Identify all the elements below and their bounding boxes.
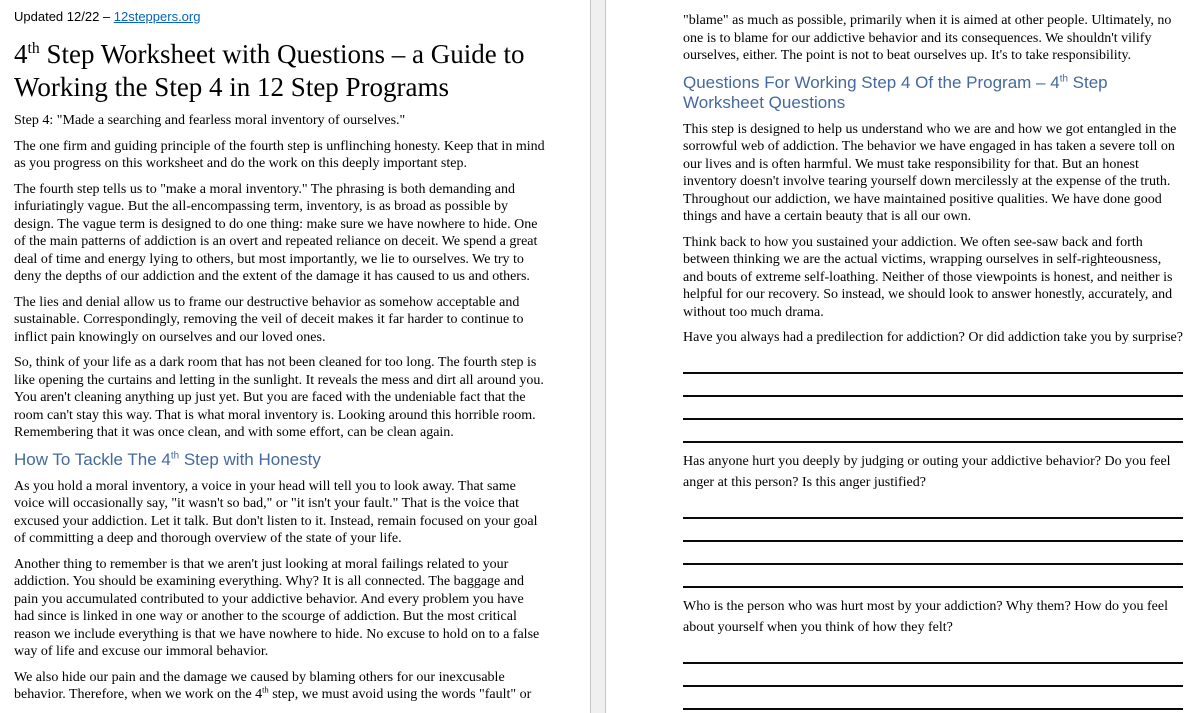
title-superscript: th [27, 40, 40, 57]
heading-part-post: Step with Honesty [179, 449, 321, 469]
paragraph: Another thing to remember is that we aren't just looking at moral failings related to your addiction. You should be examining everything. Why? It is all connected. The baggage and pain you accumulated contributed to your addictive behavior. And every problem you have had since is linked in one way or another to the scourge of addiction. But the most critical reason we include everything is that we have nowhere to hide. No excuse to hold on to a false way of life and excuse our immoral behavior. [14, 556, 540, 659]
paragraph: This step is designed to help us understand who we are and how we got entangled in the sorrowful web of addiction. The behavior we have engaged in has taken a severe toll on our lives and is often harmful. We must take responsibility for that. But an honest inventory doesn't involve tearing yourself down mercilessly at the expense of the truth. Throughout our addiction, we have maintained positive qualities. We have done good things and have a certain beauty that is all our own. [683, 121, 1177, 224]
title-part-post: Step Worksheet with Questions – a Guide to Working the Step 4 in 12 Step Programs [14, 39, 525, 102]
answer-line[interactable] [683, 397, 1183, 420]
section-heading-questions [683, 73, 1183, 113]
worksheet-question: Has anyone hurt you deeply by judging or outing your addictive behavior? Do you feel anger at this person? Is this anger justified? [683, 454, 1171, 490]
heading-part-post: Step Worksheet Questions [683, 72, 1108, 112]
document-page-right [606, 0, 1198, 713]
paragraph: So, think of your life as a dark room that has not been cleaned for too long. The fourth step is like opening the curtains and letting in the sunlight. It reveals the mess and dirt all around you. You aren't cleaning anything up just yet. But you are faced with the undeniable fact that the room can't stay this way. That is what moral inventory is. Looking around this horrible room. Remembering that it was once clean, and with some effort, can be clean again. [14, 355, 544, 440]
answer-line[interactable] [683, 542, 1183, 565]
answer-lines-group [683, 641, 1183, 713]
paragraph-continuation: "blame" as much as possible, primarily when it is aimed at other people. Ultimately, no one is to blame for our addictive behavior and its consequences. We shouldn't vilify ourselves, either. The point is not to beat ourselves up. It's to take responsibility. [683, 13, 1172, 63]
answer-line[interactable] [683, 420, 1183, 443]
paragraph-closing [14, 669, 546, 704]
site-link[interactable]: 12steppers.org [113, 9, 201, 24]
answer-lines-group [683, 496, 1183, 588]
paragraph: Think back to how you sustained your addiction. We often see-saw back and forth between thinking we are the actual victims, wrapping ourselves in self-righteousness, and bouts of extreme self-loathing. Neither of those viewpoints is honest, and neither is helpful for our recovery. So instead, we should look to answer honestly, accurately, and without too much drama. [683, 234, 1173, 320]
closing-part-pre: We also hide our pain and the damage we caused by blaming others for our inexcusable behavior. Therefore, when we work on the 4 [14, 669, 505, 702]
answer-line[interactable] [683, 496, 1183, 519]
answer-lines-group [683, 351, 1183, 443]
paragraph: As you hold a moral inventory, a voice in your head will tell you to look away. That same voice will occasionally say, "it wasn't so bad," or "it isn't your fault." That is the voice that excused your addiction. Let it talk. But don't listen to it. Instead, remain focused on your goal of committing a deep and thorough overview of the state of your life. [14, 478, 538, 546]
answer-line[interactable] [683, 374, 1183, 397]
answer-line[interactable] [683, 664, 1183, 687]
answer-line[interactable] [683, 519, 1183, 542]
closing-part-post: step, we must avoid using the words "fault" or [268, 687, 532, 702]
document-title [14, 38, 546, 104]
heading-superscript: th [1059, 72, 1068, 84]
answer-line[interactable] [683, 641, 1183, 664]
worksheet-question: Who is the person who was hurt most by your addiction? Why them? How do you feel about yourself when you think of how they felt? [683, 599, 1168, 635]
updated-line [14, 9, 546, 25]
paragraph: The fourth step tells us to "make a moral inventory." The phrasing is both demanding and infuriatingly vague. But the all-encompassing term, inventory, is as broad as possible by design. The vague term is designed to do one thing: make sure we have nowhere to hide. One of the main patterns of addiction is an overt and repeated reliance on deceit. We spend a great deal of time and energy lying to others, but most importantly, we lie to ourselves. We try to deny the depths of our addiction and the extent of the damage it has caused to us and others. [14, 181, 538, 284]
updated-text: Updated 12/22 – [14, 9, 114, 24]
section-heading-how-to-tackle [14, 450, 546, 470]
paragraph: The one firm and guiding principle of the fourth step is unflinching honesty. Keep that in mind as you progress on this worksheet and do the work on this deeply important step. [14, 138, 545, 171]
answer-line[interactable] [683, 687, 1183, 710]
paragraph: The lies and denial allow us to frame our destructive behavior as somehow acceptable and sustainable. Correspondingly, removing the veil of deceit makes it far harder to continue to inflict pain knowingly on ourselves and our loved ones. [14, 294, 524, 345]
step-quote: Step 4: "Made a searching and fearless moral inventory of ourselves." [14, 113, 406, 128]
heading-part-pre: Questions For Working Step 4 Of the Program – 4 [683, 72, 1060, 92]
title-part-pre: 4 [14, 39, 28, 69]
answer-line[interactable] [683, 351, 1183, 374]
page-gap [590, 0, 606, 713]
document-page-left [0, 0, 590, 713]
closing-superscript: th [262, 685, 269, 695]
heading-part-pre: How To Tackle The 4 [14, 449, 171, 469]
worksheet-question: Have you always had a predilection for addiction? Or did addiction take you by surprise? [683, 330, 1183, 345]
heading-superscript: th [170, 449, 180, 461]
answer-line[interactable] [683, 565, 1183, 588]
